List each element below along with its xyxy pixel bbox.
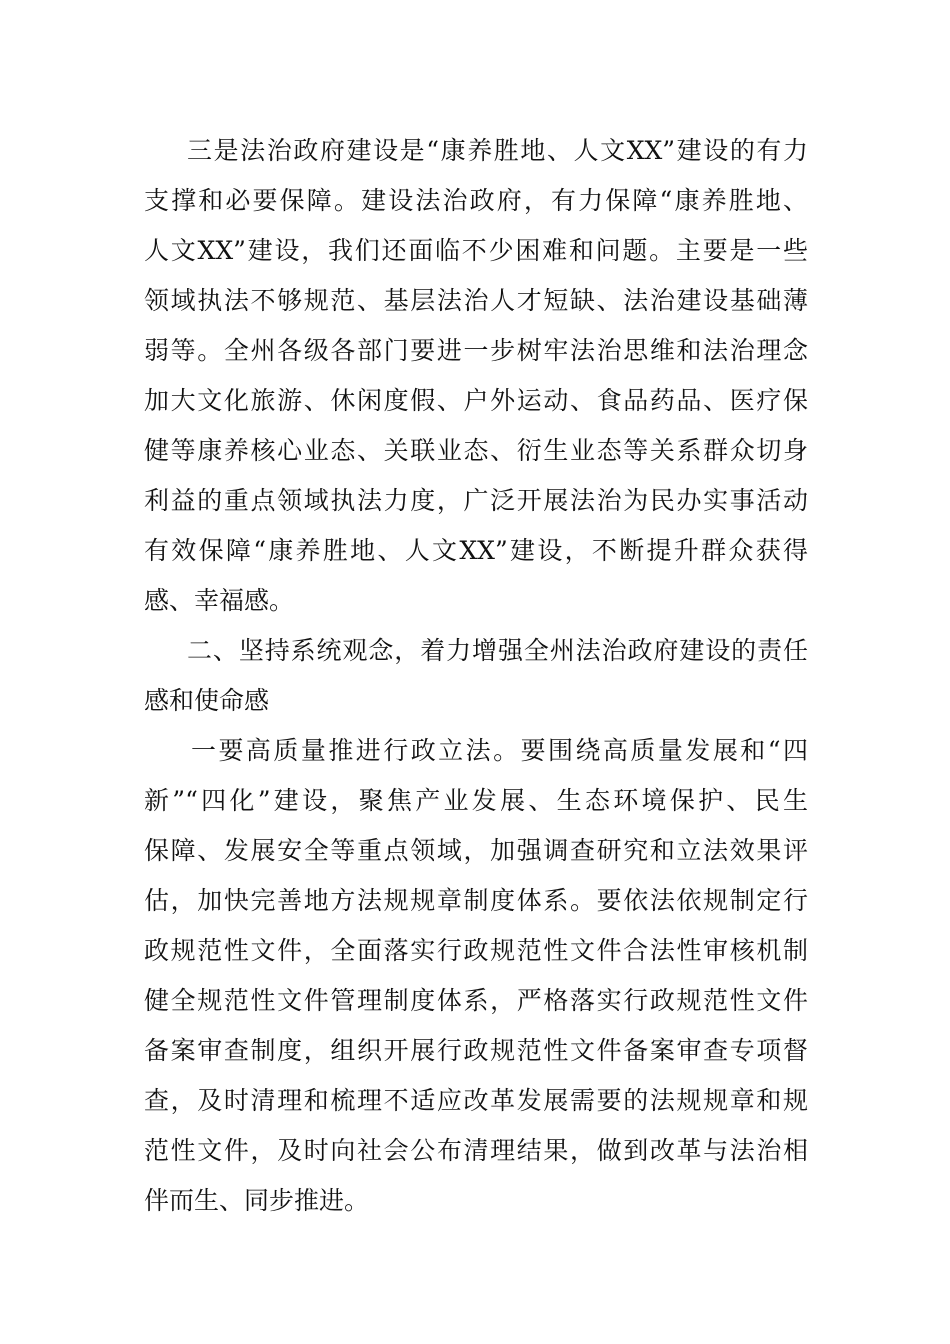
paragraph-1-line-10: 感、幸福感。 [144, 586, 295, 615]
section-heading-line-1: 二、坚持系统观念，着力增强全州法治政府建设的责任 [187, 636, 808, 665]
paragraph-1-line-6: 加大文化旅游、休闲度假、户外运动、食品药品、医疗保 [144, 386, 808, 415]
paragraph-2-line-4: 估，加快完善地方法规规章制度体系。要依法依规制定行 [144, 886, 808, 915]
paragraph-1-line-3: 人文XX”建设，我们还面临不少困难和问题。主要是一些 [144, 236, 808, 265]
paragraph-2-line-6: 健全规范性文件管理制度体系，严格落实行政规范性文件 [144, 986, 808, 1015]
paragraph-1-line-9: 有效保障“康养胜地、人文XX”建设，不断提升群众获得 [144, 536, 808, 565]
section-heading-line-2: 感和使命感 [144, 686, 270, 715]
paragraph-2-line-2: 新”“四化”建设，聚焦产业发展、生态环境保护、民生 [144, 786, 808, 815]
paragraph-1-line-1: 三是法治政府建设是“康养胜地、人文XX”建设的有力 [187, 136, 808, 165]
paragraph-2-line-10: 伴而生、同步推进。 [144, 1186, 370, 1215]
paragraph-2-line-8: 查，及时清理和梳理不适应改革发展需要的法规规章和规 [144, 1086, 808, 1115]
paragraph-1-line-2: 支撑和必要保障。建设法治政府，有力保障“康养胜地、 [144, 186, 808, 215]
paragraph-2-line-5: 政规范性文件，全面落实行政规范性文件合法性审核机制 [144, 936, 808, 965]
paragraph-2-line-9: 范性文件，及时向社会公布清理结果，做到改革与法治相 [144, 1136, 808, 1165]
paragraph-1-line-4: 领域执法不够规范、基层法治人才短缺、法治建设基础薄 [144, 286, 808, 315]
paragraph-1-line-7: 健等康养核心业态、关联业态、衍生业态等关系群众切身 [144, 436, 808, 465]
paragraph-2-line-7: 备案审查制度，组织开展行政规范性文件备案审查专项督 [144, 1036, 808, 1065]
paragraph-1-line-5: 弱等。全州各级各部门要进一步树牢法治思维和法治理念 [144, 336, 808, 365]
paragraph-2-line-3: 保障、发展安全等重点领域，加强调查研究和立法效果评 [144, 836, 808, 865]
paragraph-2-line-1: 一要高质量推进行政立法。要围绕高质量发展和“四 [191, 736, 808, 765]
paragraph-1-line-8: 利益的重点领域执法力度，广泛开展法治为民办实事活动 [144, 486, 808, 515]
